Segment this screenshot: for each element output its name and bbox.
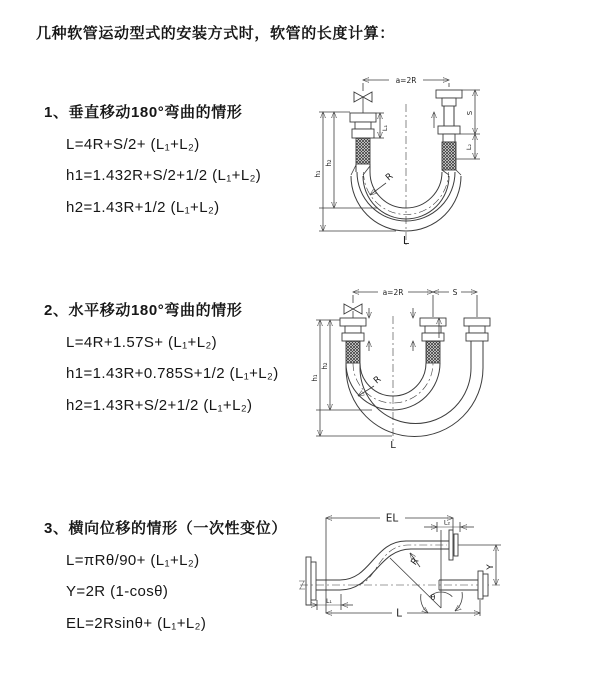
formula-EL: EL=2Rsinθ+ (L₁+L₂) [66, 614, 207, 632]
dim-label-a2r: a=2R [382, 288, 404, 297]
left-flange [350, 113, 376, 138]
dim-label-l2: L₂ [443, 518, 451, 527]
dim-label-s: S [452, 288, 458, 297]
dim-label-r: R [372, 374, 384, 387]
formula-h2: h2=1.43R+1/2 (L₁+L₂) [66, 198, 220, 216]
braided-hose-section [426, 341, 440, 363]
dim-label-h2: h₂ [321, 362, 329, 370]
moved-position-flange [464, 318, 490, 368]
braided-hose-section [356, 138, 370, 164]
hose-s-curve [340, 541, 449, 590]
dim-label-y: Y [486, 564, 496, 570]
formula-L: L=4R+1.57S+ (L₁+L₂) [66, 333, 218, 351]
diagram-vertical-180-bend [306, 66, 590, 262]
dim-label-l1: L₁ [381, 124, 389, 132]
swing-arrow [455, 592, 462, 611]
section-lateral-displacement [44, 517, 287, 633]
hose-u-bend [346, 363, 483, 437]
braided-hose-section [346, 341, 360, 363]
dim-label-theta: θ [430, 593, 436, 602]
displaced-flange [449, 530, 458, 560]
dim-label-r: R [409, 556, 422, 568]
section-heading: 2、水平移动180°弯曲的情形 [44, 302, 243, 319]
diagram-lateral-displacement [296, 500, 598, 650]
left-flange [340, 318, 366, 341]
dim-label-l: L [402, 234, 410, 247]
left-flange [306, 557, 340, 605]
formula-L: L=πRθ/90+ (L₁+L₂) [66, 551, 200, 569]
dim-label-h1: h₁ [314, 170, 322, 178]
middle-flange [420, 318, 446, 341]
dim-label-h2: h₂ [325, 159, 333, 167]
dim-label-a2r: a=2R [395, 76, 417, 85]
dim-label-l2: L₂ [465, 143, 473, 151]
right-flange [436, 90, 462, 142]
formula-L: L=4R+S/2+ (L₁+L₂) [66, 135, 200, 153]
formula-h2: h2=1.43R+S/2+1/2 (L₁+L₂) [66, 396, 253, 414]
page-title: 几种软管运动型式的安装方式时，软管的长度计算： [36, 25, 395, 42]
section-heading: 3、横向位移的情形（一次性变位） [44, 520, 287, 537]
dim-label-l: L [396, 607, 402, 620]
dim-label-r: R [384, 171, 396, 184]
dim-label-s: S [466, 110, 474, 116]
braided-hose-section [442, 142, 456, 170]
diagram-horizontal-180-bend [306, 278, 590, 454]
dim-label-h1: h₁ [311, 374, 319, 382]
formula-h1: h1=1.432R+S/2+1/2 (L₁+L₂) [66, 167, 262, 184]
section-heading: 1、垂直移动180°弯曲的情形 [44, 104, 243, 121]
formula-Y: Y=2R (1-cosθ) [66, 583, 169, 600]
dim-label-l: L [390, 440, 396, 451]
section-horizontal-180 [44, 299, 279, 415]
formula-h1: h1=1.43R+0.785S+1/2 (L₁+L₂) [66, 365, 279, 382]
section-vertical-180 [44, 101, 261, 217]
dim-label-l1: L₁ [326, 598, 332, 605]
dim-label-el: EL [385, 512, 399, 525]
swing-arrow [421, 594, 428, 613]
